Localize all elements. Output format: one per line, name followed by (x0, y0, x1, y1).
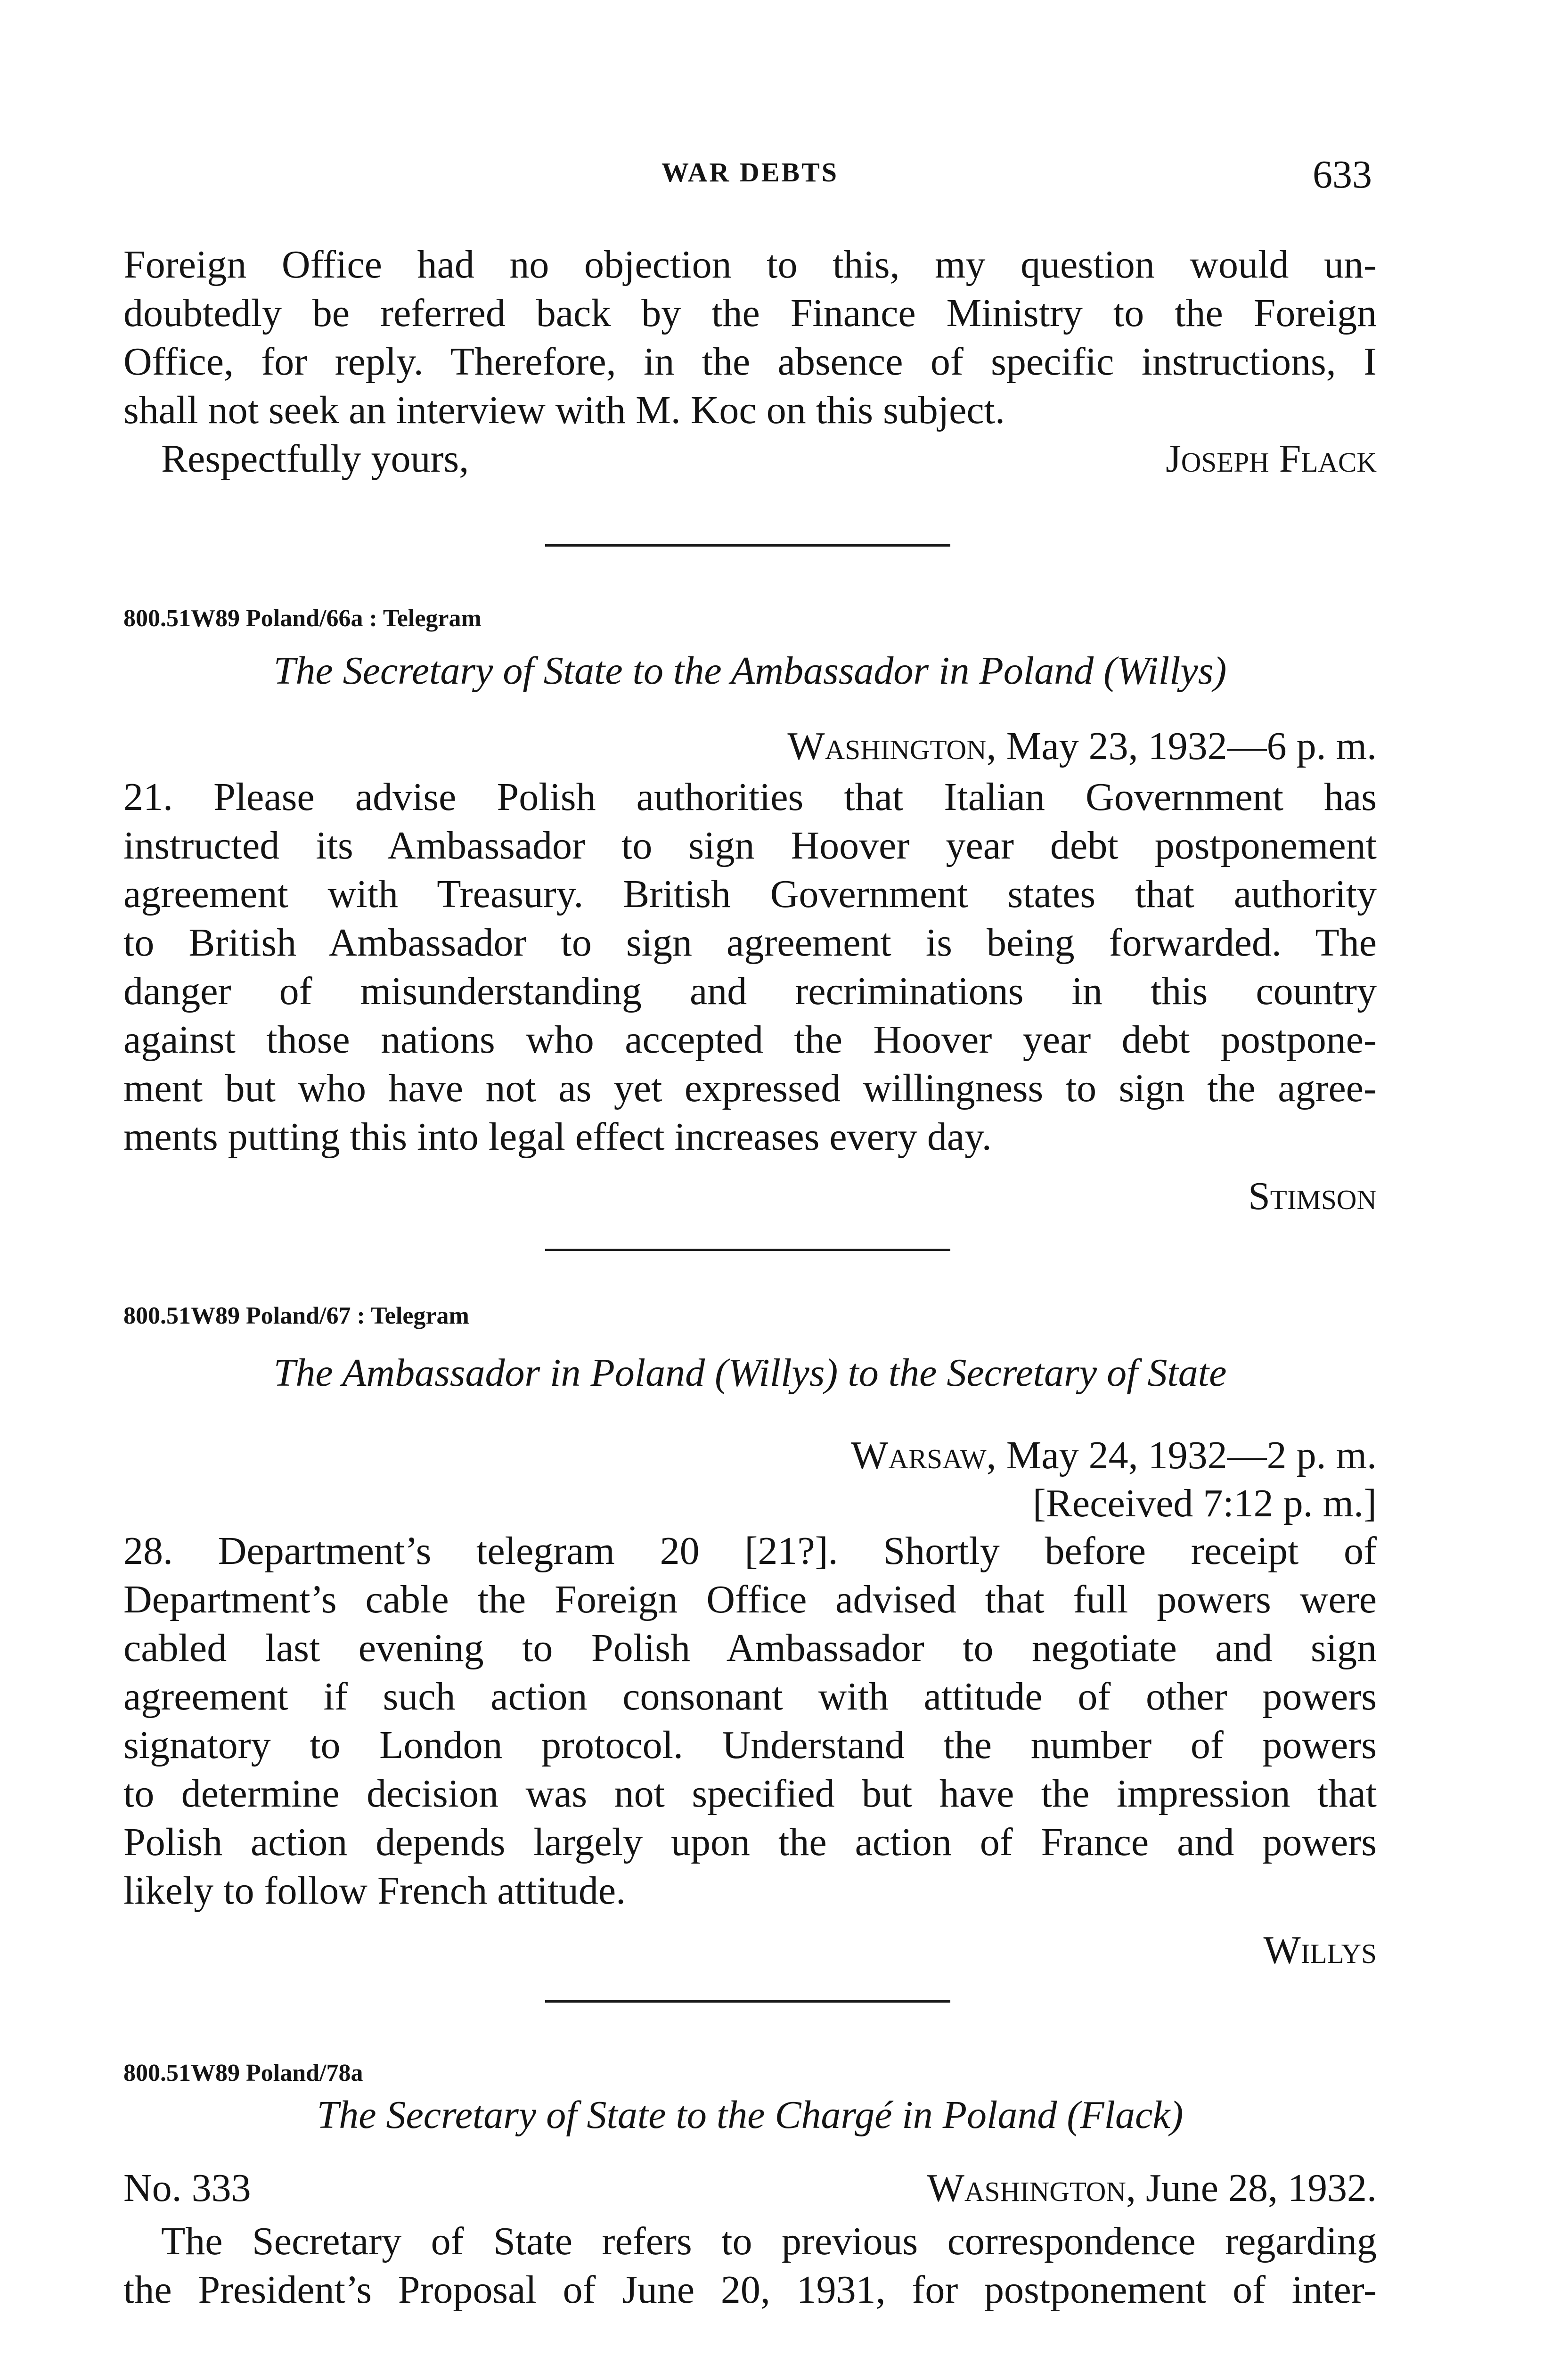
closing: Respectfully yours, (161, 437, 469, 481)
text-line: ment but who have not as yet expressed willingness to sign the agree- (123, 1066, 1377, 1110)
dateline-place: Warsaw, (851, 1433, 996, 1477)
dateline-date: May 24, 1932—2 p. m. (1006, 1433, 1377, 1477)
text-line: Office, for reply. Therefore, in the absence of specific instructions, I (123, 340, 1377, 384)
doc4-body (123, 2217, 1377, 2314)
document-heading: The Ambassador in Poland (Willys) to the Secretary of State (273, 1351, 1227, 1395)
text-line: Department’s cable the Foreign Office advised that full powers were (123, 1578, 1377, 1621)
dateline-place: Washington, (787, 724, 996, 768)
text-line: likely to follow French attitude. (123, 1869, 626, 1913)
page-number: 633 (1313, 153, 1372, 196)
text-line: Polish action depends largely upon the action of France and powers (123, 1820, 1377, 1864)
received-note: [Received 7:12 p. m.] (1032, 1481, 1377, 1525)
file-reference: 800.51W89 Poland/67 : Telegram (123, 1302, 469, 1329)
text-line: 28. Department’s telegram 20 [21?]. Shortly before receipt of (123, 1529, 1377, 1573)
document-number: No. 333 (123, 2166, 251, 2210)
text-line: instructed its Ambassador to sign Hoover year debt postponement (123, 824, 1377, 867)
text-line: danger of misunderstanding and recriminations in this country (123, 969, 1377, 1013)
dateline-date: June 28, 1932. (1146, 2166, 1377, 2210)
dateline-date: May 23, 1932—6 p. m. (1006, 724, 1377, 768)
dateline-place: Washington, (927, 2166, 1136, 2210)
section-divider (545, 1249, 950, 1251)
text-line: against those nations who accepted the Hoover year debt postpone- (123, 1018, 1377, 1062)
text-line: to British Ambassador to sign agreement is being forwarded. The (123, 921, 1377, 965)
file-reference: 800.51W89 Poland/66a : Telegram (123, 605, 482, 632)
document-heading: The Secretary of State to the Chargé in Poland (Flack) (317, 2093, 1184, 2137)
section-divider (545, 2000, 950, 2003)
running-title: WAR DEBTS (661, 157, 839, 188)
running-head (123, 152, 1377, 199)
doc1-body (123, 240, 1377, 434)
section-divider (545, 544, 950, 547)
text-line: agreement if such action consonant with attitude of other powers (123, 1675, 1377, 1718)
doc3-body (123, 1527, 1377, 1915)
text-line: Foreign Office had no objection to this, my question would un- (123, 243, 1377, 286)
text-line: cabled last evening to Polish Ambassador to negotiate and sign (123, 1626, 1377, 1670)
text-line: doubtedly be referred back by the Finance Ministry to the Foreign (123, 291, 1377, 335)
text-line: 21. Please advise Polish authorities that Italian Government has (123, 775, 1377, 819)
text-line: the President’s Proposal of June 20, 1931, for postponement of inter- (123, 2268, 1377, 2312)
text-line: The Secretary of State refers to previous correspondence regarding (161, 2219, 1377, 2263)
signature: Joseph Flack (1166, 437, 1377, 481)
signature: Stimson (1248, 1174, 1377, 1218)
dateline (123, 2165, 1377, 2211)
text-line: to determine decision was not specified but have the impression that (123, 1772, 1377, 1816)
file-reference: 800.51W89 Poland/78a (123, 2060, 363, 2086)
signature: Willys (1263, 1928, 1377, 1972)
text-line: shall not seek an interview with M. Koc on this subject. (123, 388, 1005, 432)
text-line: agreement with Treasury. British Government states that authority (123, 872, 1377, 916)
document-heading: The Secretary of State to the Ambassador in Poland (Willys) (273, 649, 1227, 693)
text-line: signatory to London protocol. Understand the number of powers (123, 1723, 1377, 1767)
doc2-body (123, 773, 1377, 1161)
text-line: ments putting this into legal effect increases every day. (123, 1115, 992, 1159)
